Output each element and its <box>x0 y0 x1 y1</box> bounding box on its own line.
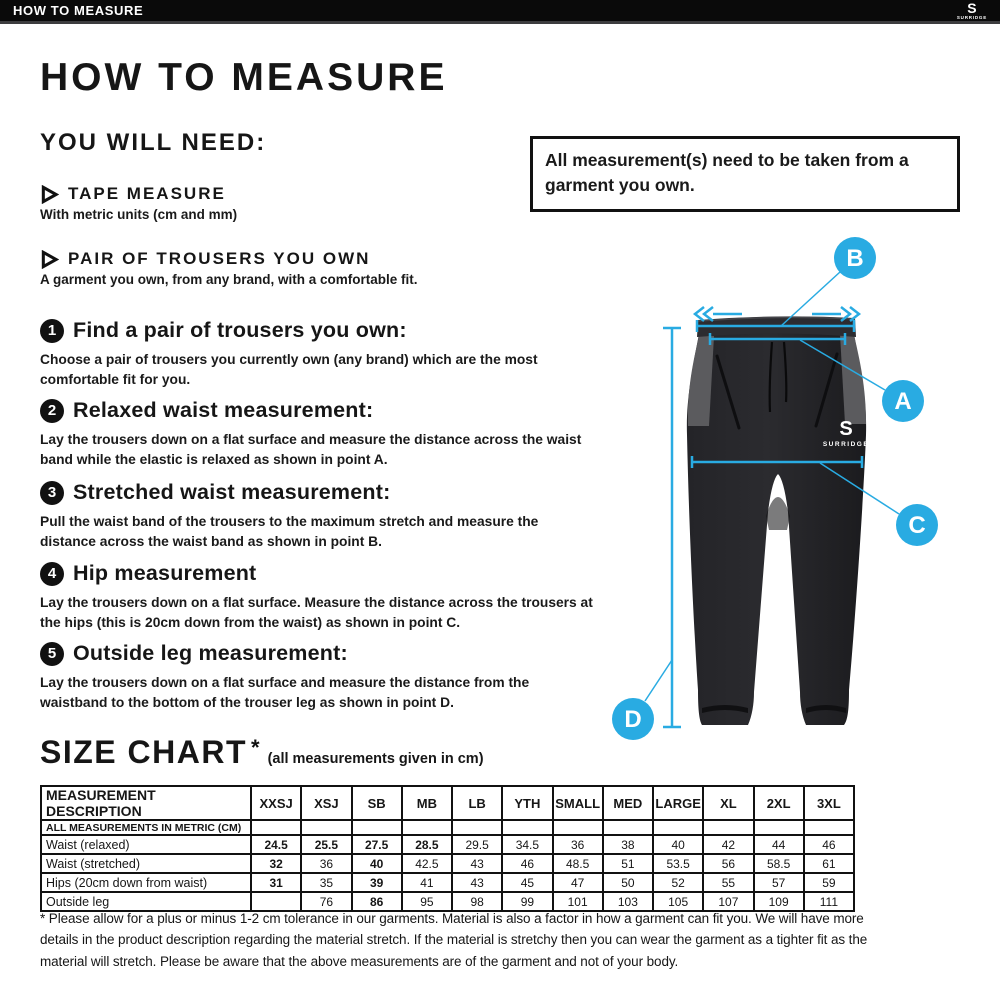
column-header: 3XL <box>804 786 854 820</box>
value-cell: 55 <box>703 873 753 892</box>
value-cell: 52 <box>653 873 703 892</box>
empty-cell <box>352 820 402 835</box>
step-heading: Hip measurement <box>73 561 257 585</box>
you-will-need-heading: YOU WILL NEED: <box>40 129 267 156</box>
size-chart-table <box>40 785 855 912</box>
value-cell: 59 <box>804 873 854 892</box>
step-heading: Relaxed waist measurement: <box>73 398 374 422</box>
metric-note-cell: ALL MEASUREMENTS IN METRIC (CM) <box>41 820 251 835</box>
need-label: PAIR OF TROUSERS YOU OWN <box>68 249 371 268</box>
leg-logo-brand: SURRIDGE <box>822 441 870 448</box>
value-cell: 27.5 <box>352 835 402 854</box>
step-item <box>40 318 596 389</box>
step-number-badge: 2 <box>40 399 64 423</box>
row-label-cell: Waist (relaxed) <box>41 835 251 854</box>
step-description: Lay the trousers down on a flat surface. Measure the distance across the trousers at the hips (this is 20cm down from the waist) as shown in point C. <box>40 595 593 630</box>
column-header: LARGE <box>653 786 703 820</box>
column-header: SB <box>352 786 402 820</box>
value-cell: 41 <box>402 873 452 892</box>
value-cell: 56 <box>703 854 753 873</box>
surridge-s-icon: S <box>967 0 977 16</box>
value-cell: 42.5 <box>402 854 452 873</box>
value-cell: 107 <box>703 892 753 911</box>
footnote: * Please allow for a plus or minus 1-2 cm tolerance in our garments. Material is also a factor in how a garment can fit you. We will have more details in the product description regarding the material stretch. If the material is stretchy then you can wear the garment as a tighter fit as the material will stretch. Please be aware that the above measurements are of the garment and not of your body. <box>40 911 868 969</box>
play-triangle-icon <box>40 185 59 204</box>
empty-cell <box>251 820 301 835</box>
size-chart-subtitle: (all measurements given in cm) <box>267 751 484 767</box>
value-cell: 53.5 <box>653 854 703 873</box>
step-heading: Stretched waist measurement: <box>73 480 391 504</box>
value-cell: 39 <box>352 873 402 892</box>
value-cell: 44 <box>754 835 804 854</box>
column-header: MED <box>603 786 653 820</box>
topbar-title: HOW TO MEASURE <box>13 3 144 18</box>
step-item <box>40 641 596 712</box>
empty-cell <box>502 820 552 835</box>
empty-cell <box>301 820 351 835</box>
step-description: Lay the trousers down on a flat surface and measure the distance across the waist band while the elastic is relaxed as shown in point A. <box>40 432 582 467</box>
empty-cell <box>754 820 804 835</box>
surridge-brand-name: SURRIDGE <box>956 14 987 20</box>
empty-cell <box>402 820 452 835</box>
column-header: MEASUREMENT DESCRIPTION <box>41 786 251 820</box>
value-cell: 101 <box>553 892 603 911</box>
value-cell: 98 <box>452 892 502 911</box>
value-cell: 86 <box>352 892 402 911</box>
need-description: A garment you own, from any brand, with a comfortable fit. <box>40 272 418 287</box>
value-cell: 103 <box>603 892 653 911</box>
value-cell: 38 <box>603 835 653 854</box>
size-chart-asterisk: * <box>251 735 260 760</box>
trousers-illustration <box>687 316 869 725</box>
row-label-cell: Hips (20cm down from waist) <box>41 873 251 892</box>
empty-cell <box>804 820 854 835</box>
value-cell: 42 <box>703 835 753 854</box>
step-description: Choose a pair of trousers you currently own (any brand) which are the most comfortable fit for you. <box>40 352 538 387</box>
value-cell: 48.5 <box>553 854 603 873</box>
need-label: TAPE MEASURE <box>68 184 226 203</box>
callout-badges <box>612 237 938 740</box>
value-cell: 40 <box>352 854 402 873</box>
value-cell: 36 <box>553 835 603 854</box>
column-header: XXSJ <box>251 786 301 820</box>
value-cell: 50 <box>603 873 653 892</box>
value-cell: 57 <box>754 873 804 892</box>
value-cell: 109 <box>754 892 804 911</box>
size-chart-heading <box>40 734 484 771</box>
step-heading: Outside leg measurement: <box>73 641 348 665</box>
value-cell: 46 <box>804 835 854 854</box>
play-triangle-icon <box>40 250 59 269</box>
column-header: YTH <box>502 786 552 820</box>
column-header: 2XL <box>754 786 804 820</box>
column-header: XL <box>703 786 753 820</box>
page-title: HOW TO MEASURE <box>40 56 448 99</box>
value-cell: 61 <box>804 854 854 873</box>
value-cell: 29.5 <box>452 835 502 854</box>
top-bar <box>0 0 1000 24</box>
row-label-cell: Outside leg <box>41 892 251 911</box>
value-cell: 111 <box>804 892 854 911</box>
step-item <box>40 398 596 469</box>
value-cell: 34.5 <box>502 835 552 854</box>
value-cell: 36 <box>301 854 351 873</box>
value-cell: 45 <box>502 873 552 892</box>
value-cell: 58.5 <box>754 854 804 873</box>
measure-line-d <box>663 328 681 727</box>
value-cell: 43 <box>452 873 502 892</box>
need-description: With metric units (cm and mm) <box>40 207 238 222</box>
empty-cell <box>603 820 653 835</box>
value-cell: 35 <box>301 873 351 892</box>
value-cell: 46 <box>502 854 552 873</box>
step-number-badge: 1 <box>40 319 64 343</box>
empty-cell <box>452 820 502 835</box>
value-cell: 32 <box>251 854 301 873</box>
step-item <box>40 480 596 551</box>
column-header: XSJ <box>301 786 351 820</box>
value-cell: 28.5 <box>402 835 452 854</box>
size-chart-title: SIZE CHART <box>40 734 247 770</box>
step-description: Lay the trousers down on a flat surface and measure the distance from the waistband to the bottom of the trouser leg as shown in point D. <box>40 675 530 710</box>
value-cell: 43 <box>452 854 502 873</box>
column-header: SMALL <box>553 786 603 820</box>
step-number-badge: 3 <box>40 481 64 505</box>
step-number-badge: 5 <box>40 642 64 666</box>
value-cell: 105 <box>653 892 703 911</box>
value-cell: 25.5 <box>301 835 351 854</box>
step-number-badge: 4 <box>40 562 64 586</box>
value-cell: 47 <box>553 873 603 892</box>
you-will-need-item <box>40 249 570 287</box>
column-header: LB <box>452 786 502 820</box>
value-cell: 51 <box>603 854 653 873</box>
step-item <box>40 561 596 632</box>
empty-cell <box>553 820 603 835</box>
surridge-logo <box>957 2 987 20</box>
step-heading: Find a pair of trousers you own: <box>73 318 407 342</box>
crotch-shadow <box>766 497 790 530</box>
column-header: MB <box>402 786 452 820</box>
empty-cell <box>653 820 703 835</box>
callout-letter-b: B <box>846 245 864 272</box>
value-cell: 76 <box>301 892 351 911</box>
note-box-text: All measurement(s) need to be taken from a garment you own. <box>545 150 909 196</box>
note-box <box>530 136 960 212</box>
row-label-cell: Waist (stretched) <box>41 854 251 873</box>
callout-letter-a: A <box>894 388 912 415</box>
trousers-diagram <box>600 230 980 750</box>
callout-letter-d: D <box>624 706 642 733</box>
value-cell: 99 <box>502 892 552 911</box>
value-cell: 95 <box>402 892 452 911</box>
leg-logo-s-icon: S <box>839 418 853 440</box>
value-cell: 24.5 <box>251 835 301 854</box>
callout-letter-c: C <box>908 512 926 539</box>
empty-cell <box>703 820 753 835</box>
you-will-need-item <box>40 184 570 222</box>
value-cell: 31 <box>251 873 301 892</box>
value-cell: 40 <box>653 835 703 854</box>
step-description: Pull the waist band of the trousers to the maximum stretch and measure the distance across the waist band as shown in point B. <box>40 514 539 549</box>
